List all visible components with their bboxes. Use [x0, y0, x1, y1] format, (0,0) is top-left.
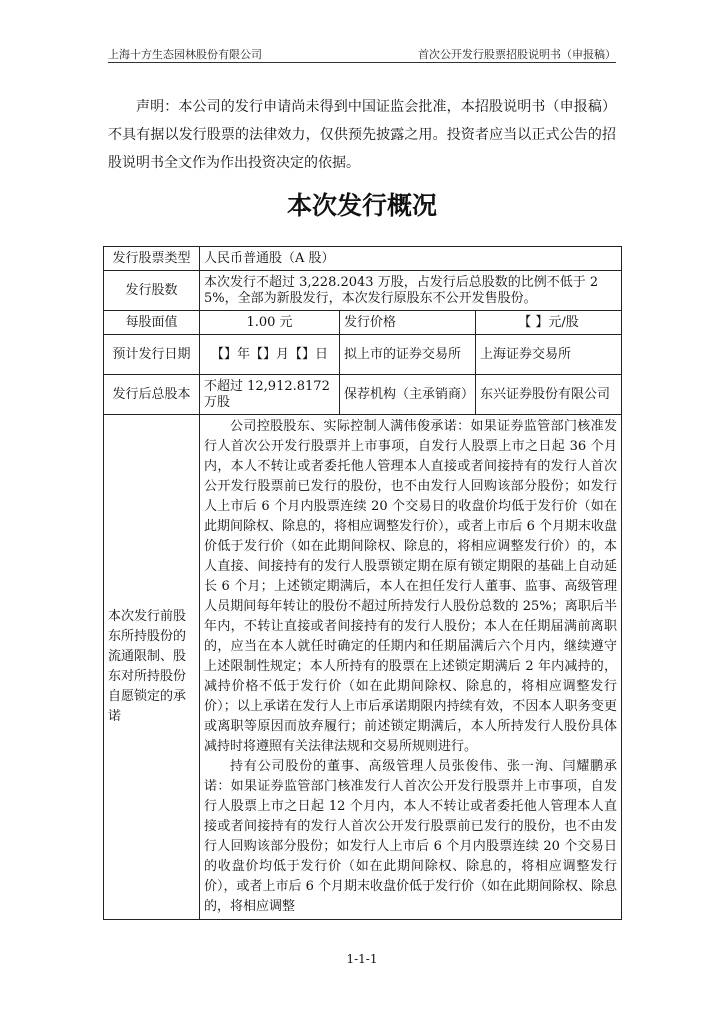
par-value: 1.00 元 — [200, 311, 340, 335]
lockup-paragraph-directors: 持有公司股份的董事、高级管理人员张俊伟、张一洵、闫耀鹏承诺：如果证券监管部门核准发行人首次公开发行股票并上市事项，自发行人股票上市之日起 12 个月内，本人不转让或者委托他人管理本人直接或者间接持有的发行人首次公开发行股票前已发行的股份，也不由发行人回购该部分股份；如发行人上市后 6 个月内股票连续 20 个交易日的收盘价均低于发行价（如在此期间除权、除息的，将相应调整发行价），或者上市后 6 个月期末收盘价低于发行价（如在此期间除权、除息的，将相应调整 — [204, 759, 618, 914]
exchange-value: 上海证券交易所 — [476, 335, 622, 375]
page-title: 本次发行概况 — [286, 191, 437, 220]
sponsor-value: 东兴证券股份有限公司 — [476, 375, 622, 415]
total-shares-value: 不超过 12,912.8172 万股 — [200, 375, 340, 415]
page-header — [108, 44, 616, 63]
declaration-paragraph: 声明：本公司的发行申请尚未得到中国证监会批准，本招股说明书（申报稿）不具有据以发行股票的法律效力，仅供预先披露之用。投资者应当以正式公告的招股说明书全文作为作出投资决定的依据。 — [108, 99, 616, 171]
date-value: 【】年【】月【】日 — [200, 335, 340, 375]
price-label: 发行价格 — [340, 311, 476, 335]
table-row — [104, 375, 622, 415]
par-label: 每股面值 — [104, 311, 200, 335]
shares-label: 发行股数 — [104, 271, 200, 311]
page-number: 1-1-1 — [346, 952, 378, 966]
offering-overview-table — [103, 246, 622, 920]
sponsor-label: 保荐机构（主承销商） — [340, 375, 476, 415]
shares-value: 本次发行不超过 3,228.2043 万股，占发行后总股数的比例不低于 25%，全部为新股发行，本次发行原股东不公开发售股份。 — [200, 271, 622, 311]
stock-type-value: 人民币普通股（A 股） — [200, 247, 622, 271]
date-label: 预计发行日期 — [104, 335, 200, 375]
lockup-commitments — [200, 415, 622, 920]
lockup-paragraph-controller: 公司控股股东、实际控制人满伟俊承诺：如果证券监管部门核准发行人首次公开发行股票并上市事项，自发行人股票上市之日起 36 个月内，本人不转让或者委托他人管理本人直接或者间接持有的发行人首次公开发行股票前已发行的股份，也不由发行人回购该部分股份；如发行人上市后 6 个月内股票连续 20 个交易日的收盘价均低于发行价（如在此期间除权、除息的，将相应调整发行价），或者上市后 6 个月期末收盘价低于发行价（如在此期间除权、除息的，将相应调整发行价）的，本人直接、间接持有的发行人股票锁定期在原有锁定期限的基础上自动延长 6 个月；上述锁定期满后，本人在担任发行人董事、监事、高级管理人员期间每年转让的股份不超过所持发行人股份总数的 25%；离职后半年内，不转让直接或者间接持有的发行人股份；本人在任期届满前离职的，应当在本人就任时确定的任期内和任期届满后六个月内，继续遵守上述限制性规定；本人所持有的股票在上述锁定期满后 2 年内减持的，减持价格不低于发行价（如在此期间除权、除息的，将相应调整发行价）；以上承诺在发行人上市后承诺期限内持续有效，不因本人职务变更或离职等原因而放弃履行；前述锁定期满后，本人所持发行人股份具体减持时将遵照有关法律法规和交易所规则进行。 — [204, 419, 618, 754]
exchange-label: 拟上市的证券交易所 — [340, 335, 476, 375]
table-row — [104, 247, 622, 271]
header-company: 上海十方生态园林股份有限公司 — [108, 48, 262, 61]
price-value: 【 】元/股 — [476, 311, 622, 335]
total-shares-label: 发行后总股本 — [104, 375, 200, 415]
table-row — [104, 311, 622, 335]
header-doc-title: 首次公开发行股票招股说明书（申报稿） — [418, 48, 616, 61]
table-row — [104, 271, 622, 311]
lockup-label: 本次发行前股东所持股份的流通限制、股东对所持股份自愿锁定的承诺 — [104, 415, 200, 920]
table-row — [104, 415, 622, 920]
stock-type-label: 发行股票类型 — [104, 247, 200, 271]
table-row — [104, 335, 622, 375]
